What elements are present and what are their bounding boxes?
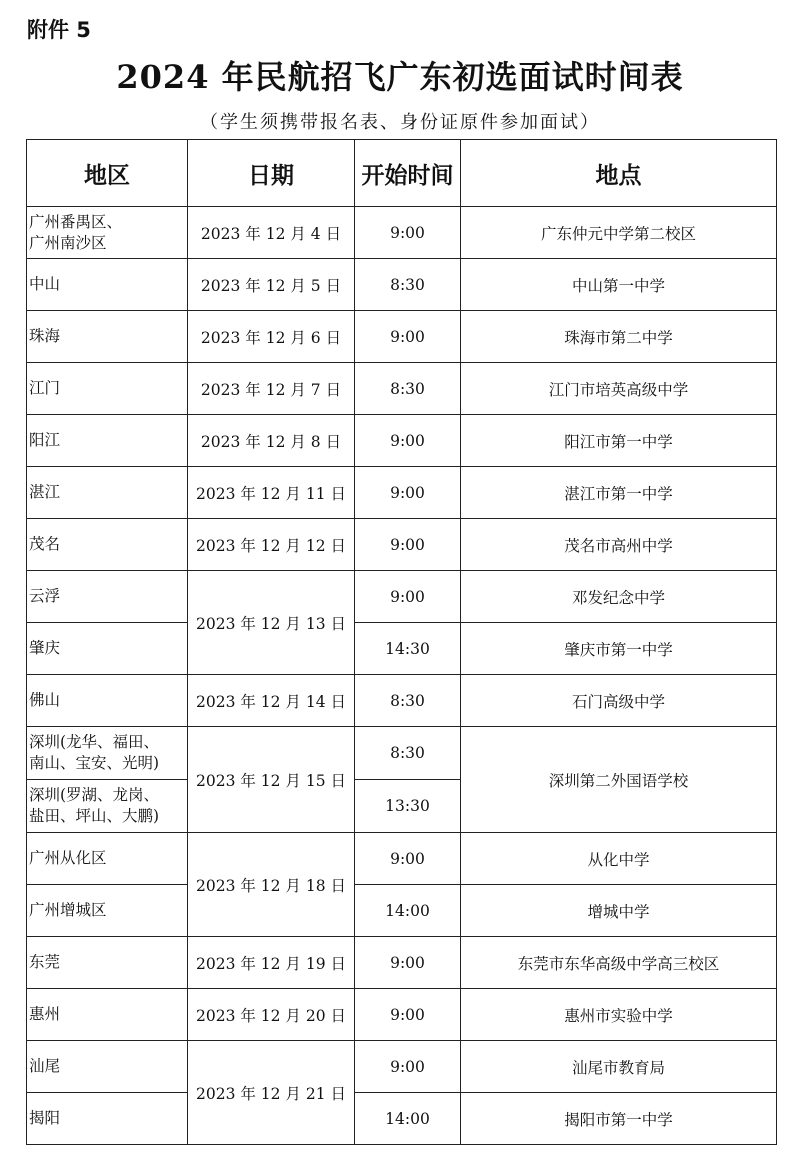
date-cell: 2023 年 12 月 14 日 <box>188 675 355 727</box>
region-cell <box>27 675 188 727</box>
time-cell: 9:00 <box>355 1041 461 1093</box>
header-start-time: 开始时间 <box>355 140 461 207</box>
time-cell: 9:00 <box>355 467 461 519</box>
location-cell: 邓发纪念中学 <box>461 571 777 623</box>
table-row <box>27 1093 777 1145</box>
table-row <box>27 415 777 467</box>
region-cell <box>27 1041 188 1093</box>
table-row <box>27 207 777 259</box>
table-row <box>27 885 777 937</box>
date-cell: 2023 年 12 月 11 日 <box>188 467 355 519</box>
time-cell: 14:30 <box>355 623 461 675</box>
region-cell <box>27 780 188 833</box>
region-line: 阳江 <box>29 431 61 449</box>
location-cell: 肇庆市第一中学 <box>461 623 777 675</box>
table-row <box>27 519 777 571</box>
region-line: 云浮 <box>29 587 61 605</box>
table-row <box>27 675 777 727</box>
header-location: 地点 <box>461 140 777 207</box>
region-line: 东莞 <box>29 953 61 971</box>
table-row <box>27 989 777 1041</box>
region-line: 湛江 <box>29 483 61 501</box>
time-cell: 9:00 <box>355 989 461 1041</box>
location-cell: 惠州市实验中学 <box>461 989 777 1041</box>
region-line: 广州南沙区 <box>29 233 107 252</box>
location-cell: 东莞市东华高级中学高三校区 <box>461 937 777 989</box>
region-line: 深圳(罗湖、龙岗、 <box>29 786 160 804</box>
date-cell: 2023 年 12 月 15 日 <box>188 727 355 833</box>
region-cell <box>27 1093 188 1145</box>
attachment-label: 附件 5 <box>27 18 91 42</box>
table-row <box>27 571 777 623</box>
region-line: 广州番禺区、 <box>29 212 123 231</box>
region-line: 肇庆 <box>29 639 61 657</box>
time-cell: 14:00 <box>355 885 461 937</box>
location-cell: 深圳第二外国语学校 <box>461 727 777 833</box>
region-cell <box>27 415 188 467</box>
date-cell: 2023 年 12 月 6 日 <box>188 311 355 363</box>
table-row <box>27 727 777 780</box>
time-cell: 14:00 <box>355 1093 461 1145</box>
region-cell <box>27 207 188 259</box>
region-cell <box>27 885 188 937</box>
date-cell: 2023 年 12 月 4 日 <box>188 207 355 259</box>
time-cell: 9:00 <box>355 519 461 571</box>
schedule-table <box>26 139 777 1145</box>
date-cell: 2023 年 12 月 13 日 <box>188 571 355 675</box>
time-cell: 8:30 <box>355 727 461 780</box>
location-cell: 石门高级中学 <box>461 675 777 727</box>
region-line: 揭阳 <box>29 1109 61 1127</box>
date-cell: 2023 年 12 月 18 日 <box>188 833 355 937</box>
header-region: 地区 <box>27 140 188 207</box>
location-cell: 江门市培英高级中学 <box>461 363 777 415</box>
location-cell: 从化中学 <box>461 833 777 885</box>
time-cell: 13:30 <box>355 780 461 833</box>
region-cell <box>27 833 188 885</box>
table-header-row <box>27 140 777 207</box>
region-line: 佛山 <box>29 691 61 709</box>
region-line: 惠州 <box>29 1005 61 1023</box>
table-row <box>27 259 777 311</box>
region-line: 广州增城区 <box>29 901 107 919</box>
time-cell: 9:00 <box>355 937 461 989</box>
time-cell: 9:00 <box>355 833 461 885</box>
time-cell: 8:30 <box>355 259 461 311</box>
location-cell: 湛江市第一中学 <box>461 467 777 519</box>
region-line: 中山 <box>29 275 61 293</box>
location-cell: 中山第一中学 <box>461 259 777 311</box>
region-cell <box>27 311 188 363</box>
region-cell <box>27 989 188 1041</box>
region-line: 珠海 <box>29 327 61 345</box>
location-cell: 汕尾市教育局 <box>461 1041 777 1093</box>
table-row <box>27 311 777 363</box>
region-cell <box>27 363 188 415</box>
location-cell: 增城中学 <box>461 885 777 937</box>
region-cell <box>27 727 188 780</box>
region-cell <box>27 519 188 571</box>
time-cell: 9:00 <box>355 207 461 259</box>
region-line: 南山、宝安、光明) <box>29 754 160 772</box>
time-cell: 8:30 <box>355 675 461 727</box>
table-row <box>27 833 777 885</box>
date-cell: 2023 年 12 月 19 日 <box>188 937 355 989</box>
region-line: 茂名 <box>29 535 61 553</box>
region-cell <box>27 937 188 989</box>
page-title: 2024 年民航招飞广东初选面试时间表 <box>116 58 684 96</box>
region-line: 深圳(龙华、福田、 <box>29 733 160 751</box>
page-subtitle: （学生须携带报名表、身份证原件参加面试） <box>200 112 600 133</box>
region-cell <box>27 623 188 675</box>
date-cell: 2023 年 12 月 8 日 <box>188 415 355 467</box>
region-line: 江门 <box>29 379 61 397</box>
region-cell <box>27 259 188 311</box>
region-line: 广州从化区 <box>29 849 107 867</box>
region-cell <box>27 571 188 623</box>
region-cell <box>27 467 188 519</box>
time-cell: 8:30 <box>355 363 461 415</box>
table-row <box>27 467 777 519</box>
time-cell: 9:00 <box>355 311 461 363</box>
table-row <box>27 937 777 989</box>
date-cell: 2023 年 12 月 7 日 <box>188 363 355 415</box>
header-date: 日期 <box>188 140 355 207</box>
table-row <box>27 623 777 675</box>
location-cell: 广东仲元中学第二校区 <box>461 207 777 259</box>
location-cell: 揭阳市第一中学 <box>461 1093 777 1145</box>
date-cell: 2023 年 12 月 5 日 <box>188 259 355 311</box>
location-cell: 阳江市第一中学 <box>461 415 777 467</box>
date-cell: 2023 年 12 月 20 日 <box>188 989 355 1041</box>
region-line: 汕尾 <box>29 1057 61 1075</box>
location-cell: 珠海市第二中学 <box>461 311 777 363</box>
table-row <box>27 363 777 415</box>
table-row <box>27 1041 777 1093</box>
time-cell: 9:00 <box>355 571 461 623</box>
date-cell: 2023 年 12 月 12 日 <box>188 519 355 571</box>
date-cell: 2023 年 12 月 21 日 <box>188 1041 355 1145</box>
time-cell: 9:00 <box>355 415 461 467</box>
region-line: 盐田、坪山、大鹏) <box>29 807 160 825</box>
location-cell: 茂名市高州中学 <box>461 519 777 571</box>
